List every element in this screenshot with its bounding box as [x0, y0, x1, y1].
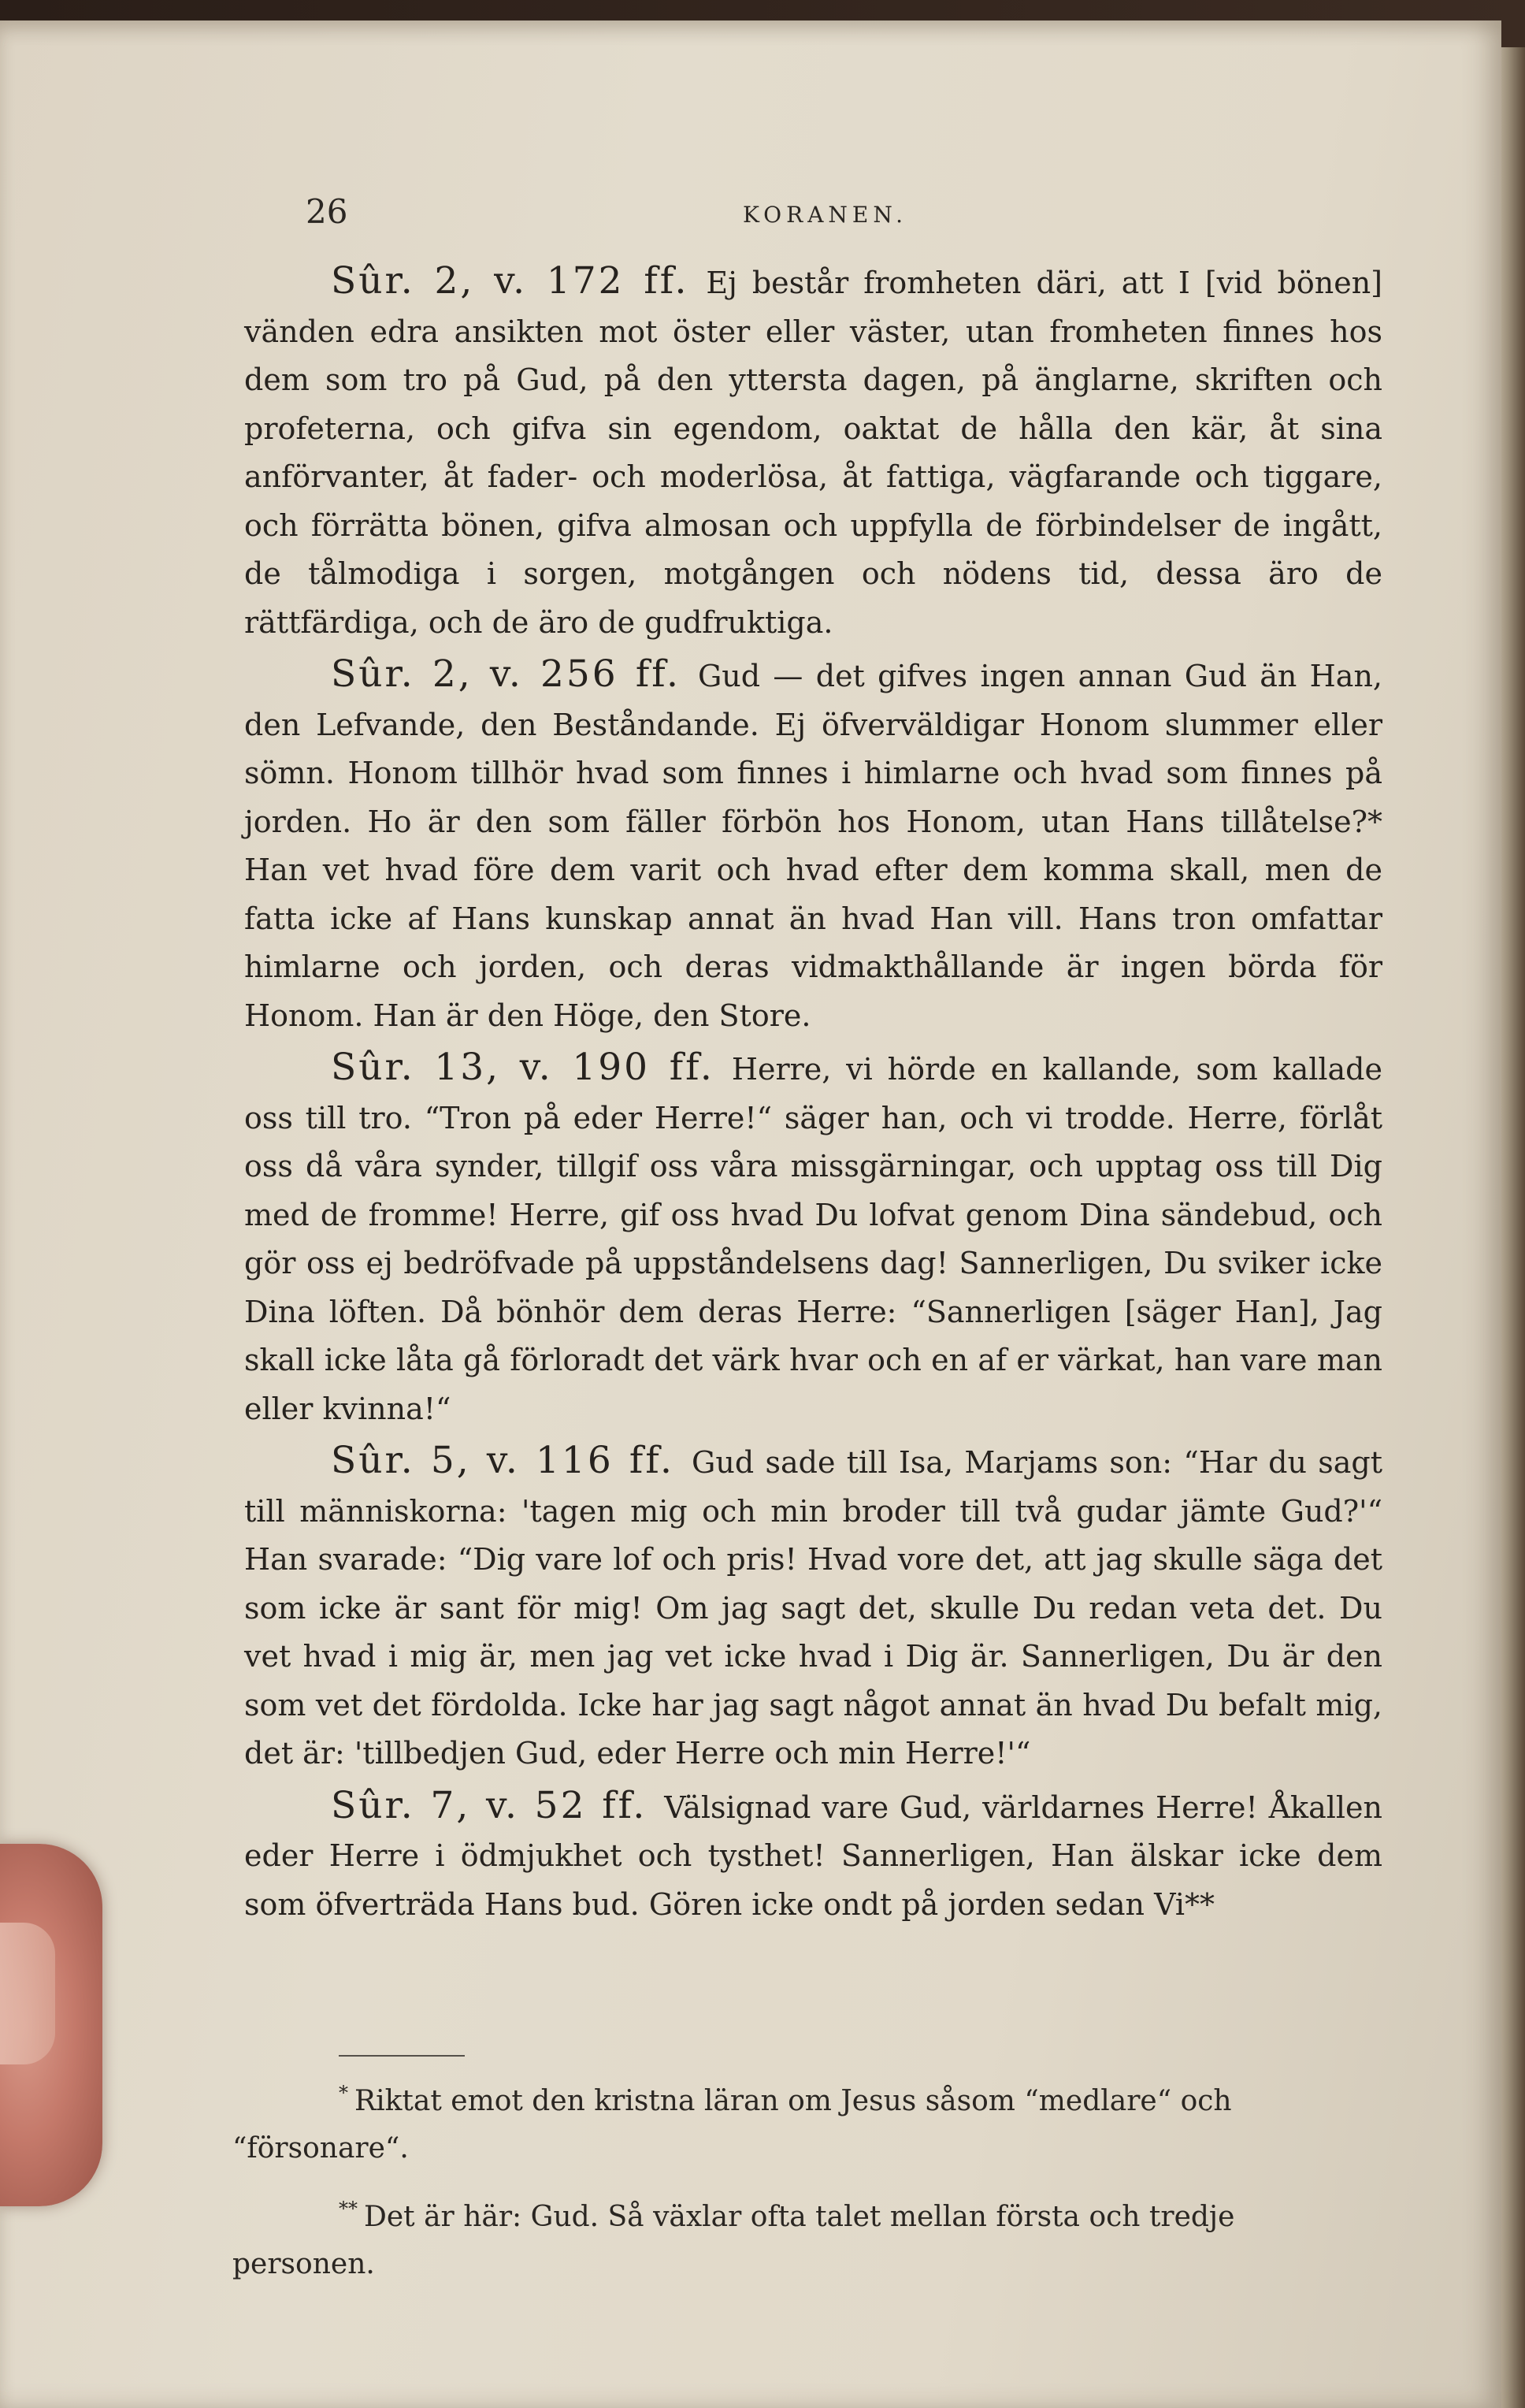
sura-reference: Sûr. 7, v. 52 ff. [331, 1783, 647, 1827]
paragraph-text: Gud — det gifves ingen annan Gud än Han, den Lefvande, den Beståndande. Ej öfverväldigar Honom slummer eller sömn. Honom tillhör hvad som finnes i himlarne och hvad som finnes på jorden. Ho är den som fäller förbön hos Honom, utan Hans tillåtelse?* Han vet hvad före dem varit och hvad efter dem komma skall, men de fatta icke af Hans kunskap annat än hvad Han vill. Hans tron omfattar himlarne och jorden, och deras vidmakthållande är ingen börda för Honom. Han är den Höge, den Store. [244, 659, 1382, 1033]
paragraph [244, 257, 1382, 647]
footnote [232, 2069, 1382, 2172]
sura-reference: Sûr. 2, v. 172 ff. [331, 259, 689, 303]
footnote [232, 2185, 1382, 2288]
footnote-text: Riktat emot den kristna läran om Jesus såsom “medlare“ och “försonare“. [232, 2085, 1232, 2165]
running-head [306, 192, 1109, 236]
footnotes [232, 2069, 1382, 2301]
page-number: 26 [306, 192, 348, 231]
paragraph [244, 650, 1382, 1040]
paragraph-text: Välsignad vare Gud, världarnes Herre! Åkallen eder Herre i ödmjukhet och tysthet! Sannerligen, Han älskar icke dem som öfverträda Hans bud. Gören icke ondt på jorden sedan Vi** [244, 1789, 1382, 1922]
sura-reference: Sûr. 2, v. 256 ff. [331, 652, 681, 696]
running-title: KORANEN. [743, 202, 907, 228]
body-text [244, 257, 1382, 1932]
footnote-mark: ** [339, 2198, 358, 2220]
footnote-text: Det är här: Gud. Så växlar ofta talet mellan första och tredje personen. [232, 2201, 1235, 2280]
sura-reference: Sûr. 13, v. 190 ff. [331, 1046, 714, 1089]
paragraph-text: Gud sade till Isa, Marjams son: “Har du sagt till människorna: 'tagen mig och min broder till två gudar jämte Gud?'“ Han svarade: “Dig vare lof och pris! Hvad vore det, att jag skulle säga det som icke är sant för mig! Om jag sagt det, skulle Du redan veta det. Du vet hvad i mig är, men jag vet icke hvad i Dig är. Sannerligen, Du är den som vet det fördolda. Icke har jag sagt något annat än hvad Du befalt mig, det är: 'tillbedjen Gud, eder Herre och min Herre!'“ [244, 1445, 1382, 1771]
sura-reference: Sûr. 5, v. 116 ff. [331, 1439, 674, 1482]
footnote-divider [339, 2055, 465, 2057]
paragraph-text: Herre, vi hörde en kallande, som kallade oss till tro. “Tron på eder Herre!“ säger han, och vi trodde. Herre, förlåt oss då våra synder, tillgif oss våra missgärningar, och upptag oss till Dig med de fromme! Herre, gif oss hvad Du lofvat genom Dina sändebud, och gör oss ej bedröfvade på uppståndelsens dag! Sannerligen, Du sviker icke Dina löften. Då bönhör dem deras Herre: “Sannerligen [säger Han], Jag skall icke låta gå förloradt det värk hvar och en af er värkat, han vare man eller kvinna!“ [244, 1052, 1382, 1426]
paragraph-text: Ej består fromheten däri, att I [vid bönen] vänden edra ansikten mot öster eller väster, utan fromheten finnes hos dem som tro på Gud, på den yttersta dagen, på änglarne, skriften och profeterna, och gifva sin egendom, oaktat de hålla den kär, åt sina anförvanter, åt fader- och moderlösa, åt fattiga, vägfarande och tiggare, och förrätta bönen, gifva almosan och uppfylla de förbindelser de ingått, de tålmodiga i sorgen, motgången och nödens tid, dessa äro de rättfärdiga, och de äro de gudfruktiga. [244, 266, 1382, 640]
paragraph [244, 1782, 1382, 1930]
book-page [0, 20, 1501, 2408]
paragraph [244, 1436, 1382, 1778]
paragraph [244, 1043, 1382, 1433]
footnote-mark: * [339, 2082, 348, 2104]
thumb-highlight [0, 1923, 55, 2064]
